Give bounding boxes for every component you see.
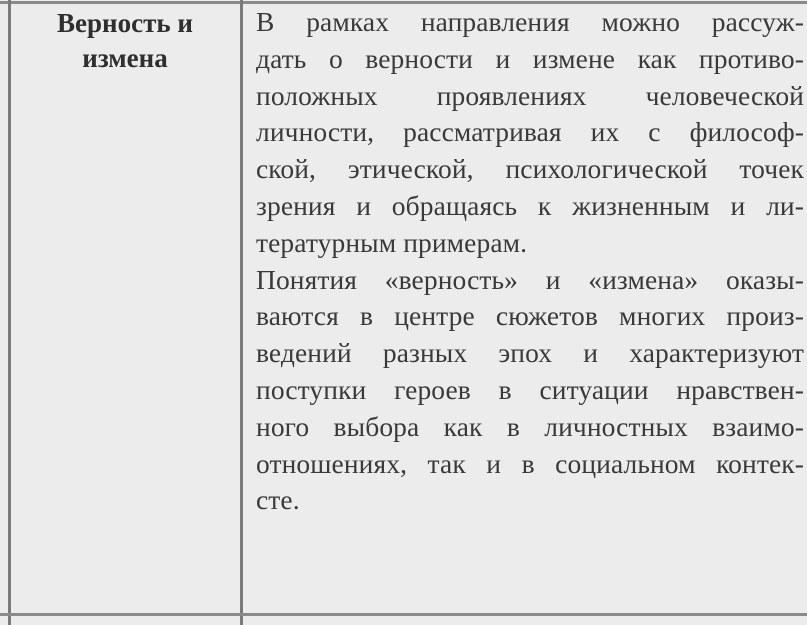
description-line-5: ской, этической, психологической точек xyxy=(256,153,804,185)
description-line-6: зрения и обращаясь к жизненным и ли- xyxy=(256,189,804,221)
description-line-14: сте. xyxy=(256,484,300,516)
table-row-divider xyxy=(0,613,807,616)
description-line-12: ного выбора как в личностных взаимо- xyxy=(256,410,804,442)
description-line-7: тературным примерам. xyxy=(256,226,528,258)
description-line-11: поступки героев в ситуации нравствен- xyxy=(256,373,804,405)
description-line-8: Понятия «верность» и «измена» оказы- xyxy=(256,263,804,295)
topic-description-cell xyxy=(256,4,804,519)
topic-title-line-2: измена xyxy=(82,43,168,73)
description-line-13: отношениях, так и в социальном контек- xyxy=(256,447,804,479)
description-line-9: ваются в центре сюжетов многих произ- xyxy=(256,300,804,332)
table-left-border xyxy=(8,0,11,625)
description-line-4: личности, рассматривая их с философ- xyxy=(256,116,804,148)
topic-title-cell xyxy=(14,6,236,76)
description-line-1: В рамках направления можно рассуж- xyxy=(256,6,804,37)
description-line-2: дать о верности и измене как противо- xyxy=(256,42,804,74)
description-line-10: ведений разных эпох и характеризуют xyxy=(256,337,804,369)
topic-title-line-1: Верность и xyxy=(57,8,193,38)
table-column-divider xyxy=(240,0,243,625)
description-line-3: положных проявлениях человеческой xyxy=(256,79,804,111)
